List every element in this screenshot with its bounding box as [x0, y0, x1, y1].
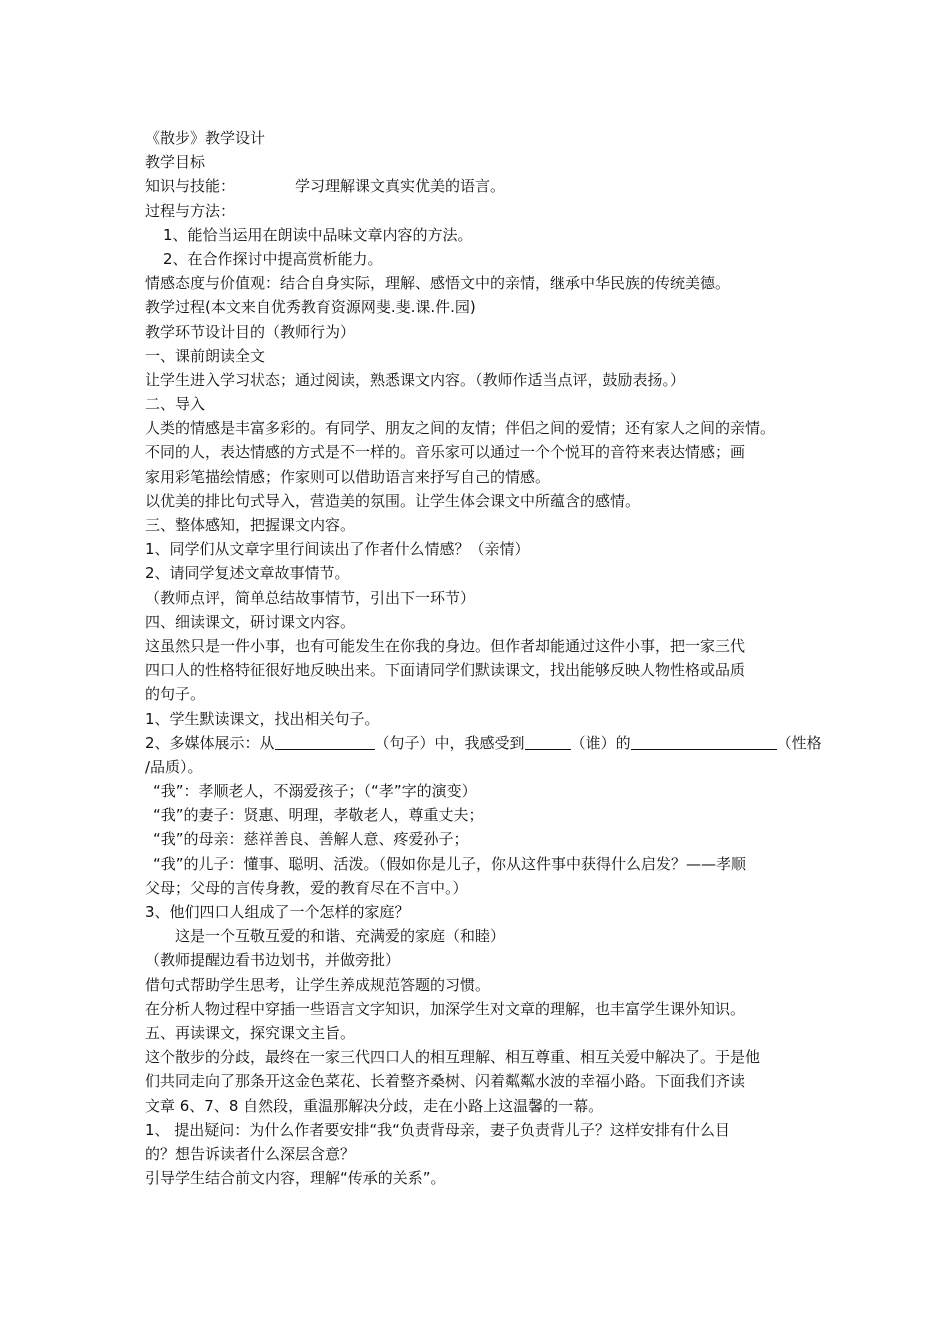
- doc-title: 《散步》教学设计: [145, 129, 266, 147]
- section-3-note: （教师点评，简单总结故事情节，引出下一环节）: [145, 588, 476, 607]
- design-purpose: 教学环节设计目的（教师行为）: [145, 322, 356, 341]
- process-method-item-2: 2、在合作探讨中提高赏析能力。: [163, 249, 383, 268]
- section-5-question-line: 1、 提出疑问：为什么作者要安排“我“负责背母亲，妻子负责背儿子？这样安排有什么目: [145, 1120, 730, 1139]
- character-mother: “我”的母亲：慈祥善良、善解人意、疼爱孙子；: [153, 830, 469, 849]
- section-2-paragraph-line: 家用彩笔描绘情感；作家则可以借助语言来抒写自己的情感。: [145, 467, 551, 486]
- fill-text: （句子）中，我感受到: [374, 733, 525, 752]
- section-4-note: （教师提醒边看书边划书，并做旁批）: [145, 951, 401, 970]
- section-4-purpose-2: 在分析人物过程中穿插一些语言文字知识，加深学生对文章的理解，也丰富学生课外知识。: [145, 999, 746, 1018]
- section-4-item-2-cont: /品质）。: [145, 757, 203, 776]
- section-4-item-3: 3、他们四口人组成了一个怎样的家庭？: [145, 903, 410, 921]
- process-method-item-1: 1、能恰当运用在朗读中品味文章内容的方法。: [163, 225, 473, 244]
- fill-text: （谁）的: [570, 733, 631, 752]
- fill-blank-trait: [631, 731, 777, 750]
- section-5-paragraph-line: 们共同走向了那条开这金色菜花、长着整齐桑树、闪着粼粼水波的幸福小路。下面我们齐读: [145, 1072, 746, 1091]
- section-4-item-1: 1、学生默读课文，找出相关句子。: [145, 709, 380, 728]
- section-2-paragraph-line: 不同的人，表达情感的方式是不一样的。音乐家可以通过一个个悦耳的音符来表达情感；画: [145, 443, 746, 462]
- section-5-title: 五、再读课文，探究课文主旨。: [145, 1023, 356, 1042]
- section-5-paragraph-line: 这个散步的分歧，最终在一家三代四口人的相互理解、相互尊重、相互关爱中解决了。于是他: [145, 1048, 761, 1067]
- section-2-paragraph-line: 人类的情感是丰富多彩的。有同学、朋友之间的友情；伴侣之间的爱情；还有家人之间的亲情。: [145, 419, 776, 438]
- section-4-paragraph-line: 四口人的性格特征很好地反映出来。下面请同学们默读课文，找出能够反映人物性格或品质: [145, 661, 746, 680]
- section-1-title: 一、课前朗读全文: [145, 346, 266, 365]
- section-5-question-line: 的？想告诉读者什么深层含意？: [145, 1144, 356, 1163]
- section-5-paragraph-line: 文章 6、7、8 自然段，重温那解决分歧，走在小路上这温馨的一幕。: [145, 1096, 604, 1115]
- heading-objectives: 教学目标: [145, 153, 206, 172]
- knowledge-skills-line: [145, 174, 825, 198]
- knowledge-text: 学习理解课文真实优美的语言。: [295, 177, 506, 196]
- character-son: “我”的儿子：懂事、聪明、活泼。（假如你是儿子，你从这件事中获得什么启发？——孝顺: [153, 854, 747, 873]
- section-4-item-3-answer: 这是一个互敬互爱的和谐、充满爱的家庭（和睦）: [175, 927, 506, 946]
- section-2-purpose: 以优美的排比句式导入，营造美的氛围。让学生体会课文中所蕴含的感情。: [145, 491, 641, 510]
- document-page: [145, 126, 825, 1190]
- character-wife: “我”的妻子：贤惠、明理，孝敬老人，尊重丈夫；: [153, 806, 484, 825]
- section-4-title: 四、细读课文，研讨课文内容。: [145, 612, 356, 631]
- fill-text: （性格: [776, 733, 822, 752]
- section-2-title: 二、导入: [145, 395, 206, 414]
- character-son-cont: 父母；父母的言传身教，爱的教育尽在不言中。）: [145, 878, 468, 897]
- process-method-label: 过程与方法：: [145, 201, 236, 220]
- emotion-values: 情感态度与价值观：结合自身实际，理解、感悟文中的亲情，继承中华民族的传统美德。: [145, 274, 731, 293]
- section-1-text: 让学生进入学习状态；通过阅读，熟悉课文内容。（教师作适当点评，鼓励表扬。）: [145, 370, 686, 389]
- heading-teaching-process: 教学过程(本文来自优秀教育资源网斐.斐.课.件.园): [145, 298, 476, 317]
- section-3-question-1: 1、同学们从文章字里行间读出了作者什么情感？（亲情）: [145, 540, 530, 559]
- section-3-title: 三、整体感知，把握课文内容。: [145, 516, 356, 534]
- section-4-item-2: [145, 731, 825, 755]
- knowledge-label: 知识与技能：: [145, 177, 236, 196]
- section-5-guidance: 引导学生结合前文内容，理解“传承的关系”。: [145, 1169, 446, 1188]
- fill-blank-who: [525, 731, 571, 750]
- fill-text: 2、多媒体展示：从: [145, 733, 275, 752]
- section-4-paragraph-line: 这虽然只是一件小事，也有可能发生在你我的身边。但作者却能通过这件小事，把一家三代: [145, 636, 746, 655]
- character-me: “我”：孝顺老人，不溺爱孩子；（“孝”字的演变）: [153, 782, 477, 801]
- section-4-purpose-1: 借句式帮助学生思考，让学生养成规范答题的习惯。: [145, 975, 491, 994]
- section-3-question-2: 2、请同学复述文章故事情节。: [145, 564, 350, 583]
- section-4-paragraph-line: 的句子。: [145, 685, 206, 704]
- fill-blank-sentence: [275, 731, 375, 750]
